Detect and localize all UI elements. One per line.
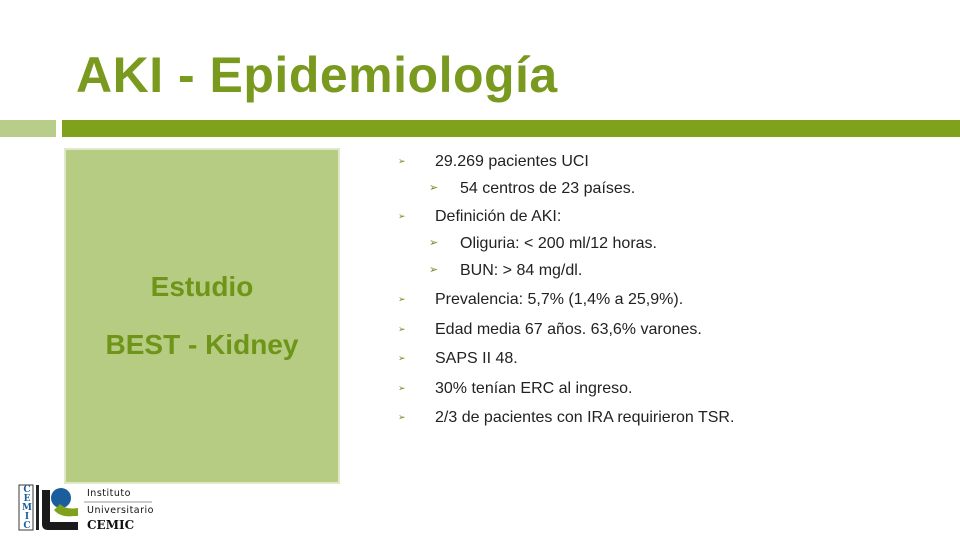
bullet-text: 54 centros de 23 países. <box>460 180 636 197</box>
arrowhead-bullet-icon: ➢ <box>398 383 406 393</box>
arrowhead-bullet-icon: ➢ <box>429 264 439 276</box>
bullet-text: 29.269 pacientes UCI <box>435 153 589 170</box>
bullet-list <box>398 152 938 427</box>
bullet-item <box>398 379 938 398</box>
logo-vertical-text-e: E <box>23 494 31 504</box>
logo-vertical-text-m: M <box>22 503 32 513</box>
study-box-label: Estudio <box>150 271 254 302</box>
bullet-item <box>398 290 938 309</box>
bullet-item <box>398 408 938 427</box>
bullet-text: SAPS II 48. <box>435 350 518 367</box>
bullet-text: Edad media 67 años. 63,6% varones. <box>435 321 702 338</box>
bullet-item <box>398 234 938 253</box>
arrowhead-bullet-icon: ➢ <box>398 294 406 304</box>
bullet-item <box>398 320 938 339</box>
logo-vertical-text-c: C <box>23 485 31 495</box>
study-box <box>64 148 340 484</box>
arrowhead-bullet-icon: ➢ <box>398 353 406 363</box>
arrowhead-bullet-icon: ➢ <box>398 324 406 334</box>
bullet-item <box>398 261 938 280</box>
bullet-item <box>398 207 938 226</box>
study-box-name: BEST - Kidney <box>105 329 299 360</box>
title-rule-right <box>62 120 960 137</box>
logo-text-instituto: Instituto <box>87 488 131 499</box>
arrowhead-bullet-icon: ➢ <box>398 156 406 166</box>
bullet-item <box>398 179 938 198</box>
bullet-text: 2/3 de pacientes con IRA requirieron TSR. <box>435 409 735 426</box>
logo-text-cemic: CEMIC <box>87 518 135 532</box>
slide-title: AKI - Epidemiología <box>76 47 558 103</box>
logo-vertical-text <box>21 486 33 531</box>
bullet-item <box>398 152 938 171</box>
title-rule-left <box>0 120 56 137</box>
arrowhead-bullet-icon: ➢ <box>398 211 406 221</box>
bullet-text: BUN: > 84 mg/dl. <box>460 262 583 279</box>
logo-vertical-text-c2: C <box>23 521 31 531</box>
bullet-item <box>398 349 938 368</box>
arrowhead-bullet-icon: ➢ <box>429 182 439 194</box>
bullet-text: 30% tenían ERC al ingreso. <box>435 380 633 397</box>
bullet-text: Definición de AKI: <box>435 208 562 225</box>
arrowhead-bullet-icon: ➢ <box>398 412 406 422</box>
cemic-logo <box>16 484 156 534</box>
bullet-text: Oliguria: < 200 ml/12 horas. <box>460 235 657 252</box>
arrowhead-bullet-icon: ➢ <box>429 237 439 249</box>
logo-vertical-text-i: I <box>24 512 30 522</box>
bullet-text: Prevalencia: 5,7% (1,4% a 25,9%). <box>435 291 684 308</box>
logo-text-universitario: Universitario <box>87 505 154 516</box>
